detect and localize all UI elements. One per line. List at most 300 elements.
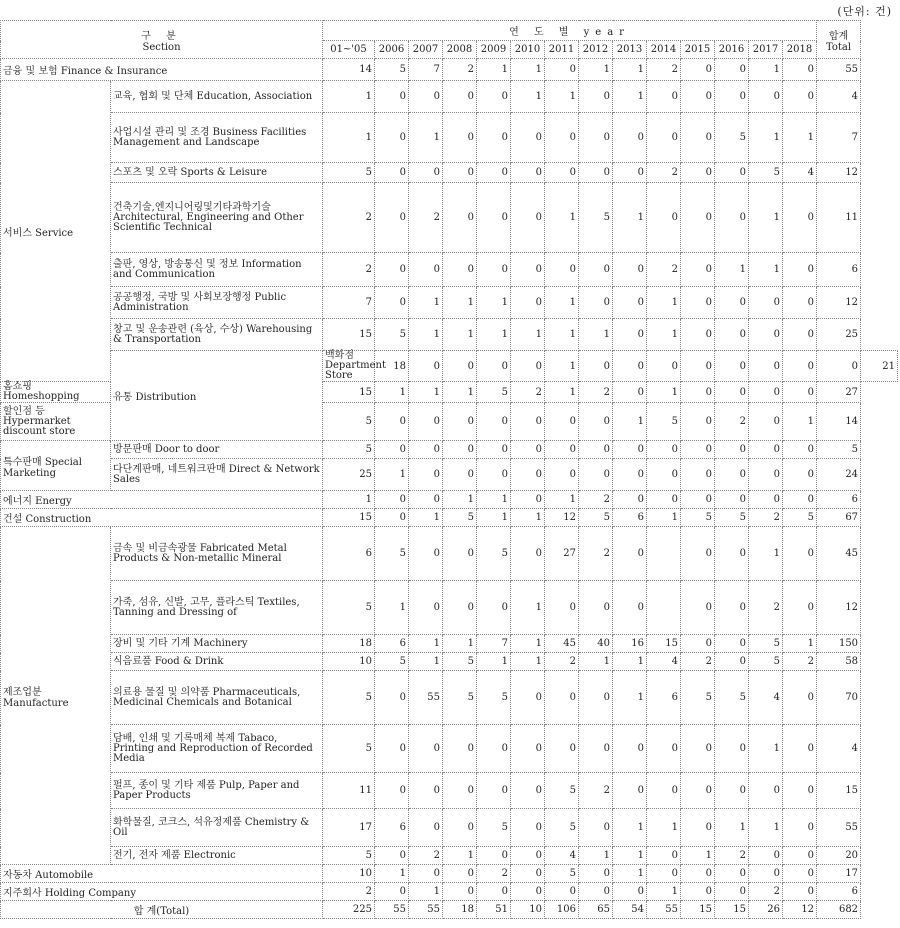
value-cell: 2 [409, 847, 443, 865]
value-cell: 1 [375, 865, 409, 883]
row-total-cell: 21 [861, 351, 898, 382]
value-cell: 2 [783, 653, 817, 671]
value-cell: 0 [511, 287, 545, 319]
value-cell: 0 [783, 773, 817, 809]
value-cell: 0 [409, 725, 443, 773]
value-cell: 1 [579, 847, 613, 865]
value-cell: 0 [715, 725, 749, 773]
value-cell: 1 [613, 403, 647, 441]
value-cell: 1 [375, 382, 409, 403]
row-total-cell: 12 [817, 163, 861, 183]
table-row [1, 441, 898, 459]
value-cell: 0 [681, 527, 715, 581]
value-cell: 0 [579, 253, 613, 287]
value-cell: 0 [579, 113, 613, 163]
value-cell: 2 [749, 883, 783, 901]
value-cell: 5 [579, 183, 613, 253]
table-row [1, 351, 898, 382]
value-cell: 1 [477, 319, 511, 351]
row-total-cell: 12 [817, 581, 861, 635]
value-cell: 0 [715, 351, 749, 382]
table-row [1, 183, 898, 253]
value-cell: 5 [715, 671, 749, 725]
value-cell: 2 [545, 653, 579, 671]
table-row [1, 865, 898, 883]
value-cell: 0 [783, 865, 817, 883]
table-row [1, 253, 898, 287]
value-cell: 12 [783, 901, 817, 919]
value-cell: 10 [323, 653, 375, 671]
row-total-cell: 55 [817, 59, 861, 81]
value-cell: 40 [579, 635, 613, 653]
value-cell: 0 [511, 113, 545, 163]
value-cell: 0 [579, 671, 613, 725]
year-header-cell: 2015 [681, 41, 715, 59]
value-cell: 55 [647, 901, 681, 919]
value-cell: 5 [443, 671, 477, 725]
value-cell: 0 [817, 351, 861, 382]
table-row [1, 671, 898, 725]
value-cell: 0 [375, 163, 409, 183]
statistics-table [0, 20, 898, 919]
value-cell: 0 [783, 491, 817, 509]
row-total-cell: 15 [817, 773, 861, 809]
value-cell: 0 [443, 459, 477, 491]
value-cell: 15 [323, 382, 375, 403]
value-cell: 0 [443, 441, 477, 459]
value-cell: 0 [443, 581, 477, 635]
value-cell: 0 [579, 883, 613, 901]
value-cell: 0 [613, 382, 647, 403]
value-cell: 15 [323, 319, 375, 351]
year-header-cell: 2009 [477, 41, 511, 59]
value-cell: 0 [409, 163, 443, 183]
year-header-cell: 2007 [409, 41, 443, 59]
value-cell: 0 [647, 491, 681, 509]
value-cell: 0 [511, 163, 545, 183]
value-cell: 0 [681, 725, 715, 773]
value-cell: 0 [647, 351, 681, 382]
value-cell: 0 [409, 865, 443, 883]
value-cell: 0 [647, 113, 681, 163]
value-cell: 5 [681, 509, 715, 527]
value-cell: 4 [647, 653, 681, 671]
value-cell: 1 [647, 319, 681, 351]
value-cell: 2 [579, 527, 613, 581]
value-cell: 0 [783, 809, 817, 847]
value-cell: 0 [613, 287, 647, 319]
value-cell: 1 [477, 491, 511, 509]
category-cell: 금융 및 보험 Finance & Insurance [1, 59, 323, 81]
value-cell: 5 [323, 581, 375, 635]
year-header-cell: 2017 [749, 41, 783, 59]
value-cell: 106 [545, 901, 579, 919]
value-cell: 1 [579, 59, 613, 81]
value-cell: 0 [443, 725, 477, 773]
value-cell: 0 [511, 671, 545, 725]
value-cell: 1 [477, 509, 511, 527]
value-cell: 0 [511, 183, 545, 253]
value-cell: 0 [783, 883, 817, 901]
subcategory-cell: 식음료품 Food & Drink [111, 653, 323, 671]
value-cell: 1 [715, 253, 749, 287]
value-cell: 1 [647, 287, 681, 319]
value-cell: 1 [749, 183, 783, 253]
value-cell: 0 [477, 403, 511, 441]
value-cell: 1 [613, 653, 647, 671]
value-cell: 0 [409, 491, 443, 509]
value-cell: 7 [477, 635, 511, 653]
category-cell: 서비스 Service [1, 81, 111, 382]
value-cell: 0 [545, 671, 579, 725]
row-total-cell: 45 [817, 527, 861, 581]
value-cell: 0 [715, 635, 749, 653]
value-cell: 0 [443, 809, 477, 847]
value-cell: 2 [647, 59, 681, 81]
value-cell: 0 [511, 253, 545, 287]
value-cell: 0 [409, 403, 443, 441]
value-cell: 0 [647, 441, 681, 459]
value-cell: 0 [681, 581, 715, 635]
value-cell: 0 [375, 403, 409, 441]
row-total-cell: 58 [817, 653, 861, 671]
value-cell: 0 [409, 773, 443, 809]
value-cell: 1 [477, 287, 511, 319]
value-cell: 0 [477, 163, 511, 183]
value-cell: 0 [511, 773, 545, 809]
value-cell: 1 [647, 883, 681, 901]
value-cell: 2 [477, 865, 511, 883]
value-cell: 1 [375, 581, 409, 635]
value-cell: 0 [715, 883, 749, 901]
value-cell: 5 [323, 163, 375, 183]
value-cell: 0 [409, 581, 443, 635]
value-cell: 55 [409, 901, 443, 919]
value-cell: 1 [613, 59, 647, 81]
value-cell: 0 [749, 287, 783, 319]
value-cell: 0 [783, 581, 817, 635]
value-cell: 0 [511, 809, 545, 847]
value-cell: 25 [323, 459, 375, 491]
category-cell: 지주회사 Holding Company [1, 883, 323, 901]
subcategory-cell: 전기, 전자 제품 Electronic [111, 847, 323, 865]
value-cell: 0 [545, 163, 579, 183]
value-cell: 0 [443, 773, 477, 809]
value-cell: 0 [375, 725, 409, 773]
value-cell: 0 [681, 253, 715, 287]
value-cell: 0 [443, 81, 477, 113]
value-cell: 14 [323, 59, 375, 81]
value-cell: 0 [511, 459, 545, 491]
subcategory-cell: 가죽, 섬유, 신발, 고무, 플라스틱 Textiles, Tanning and Dressing of [111, 581, 323, 635]
category-cell: 자동차 Automobile [1, 865, 323, 883]
value-cell: 1 [749, 113, 783, 163]
value-cell: 1 [409, 287, 443, 319]
value-cell: 0 [715, 319, 749, 351]
value-cell: 6 [323, 527, 375, 581]
subcategory-cell: 담배, 인쇄 및 기록매체 복제 Tabaco, Printing and Reproduction of Recorded Media [111, 725, 323, 773]
value-cell: 0 [477, 113, 511, 163]
value-cell: 0 [375, 847, 409, 865]
subcategory-cell: 할인점 등 Hypermarket discount store [1, 403, 111, 441]
value-cell: 55 [375, 901, 409, 919]
value-cell: 0 [613, 773, 647, 809]
value-cell: 5 [749, 635, 783, 653]
value-cell: 0 [613, 491, 647, 509]
value-cell: 0 [375, 183, 409, 253]
value-cell: 0 [749, 491, 783, 509]
value-cell: 0 [545, 725, 579, 773]
value-cell: 1 [613, 81, 647, 113]
value-cell: 1 [323, 113, 375, 163]
value-cell: 2 [323, 883, 375, 901]
value-cell: 15 [647, 635, 681, 653]
value-cell: 1 [545, 183, 579, 253]
value-cell: 1 [443, 287, 477, 319]
value-cell: 26 [749, 901, 783, 919]
value-cell: 0 [579, 163, 613, 183]
value-cell: 0 [375, 81, 409, 113]
value-cell: 2 [323, 183, 375, 253]
value-cell: 0 [647, 865, 681, 883]
value-cell: 0 [783, 59, 817, 81]
value-cell: 0 [715, 81, 749, 113]
year-header-cell: 01~'05 [323, 41, 375, 59]
value-cell: 1 [715, 809, 749, 847]
value-cell: 1 [613, 671, 647, 725]
value-cell: 5 [545, 773, 579, 809]
value-cell: 0 [477, 883, 511, 901]
value-cell: 5 [647, 403, 681, 441]
subcategory-cell: 창고 및 운송관련 (육상, 수상) Warehousing & Transportation [111, 319, 323, 351]
table-row [1, 847, 898, 865]
value-cell: 11 [323, 773, 375, 809]
value-cell: 0 [681, 403, 715, 441]
subcategory-cell: 교육, 협회 및 단체 Education, Association [111, 81, 323, 113]
value-cell: 15 [323, 509, 375, 527]
year-header-cell: 2008 [443, 41, 477, 59]
value-cell: 0 [579, 581, 613, 635]
value-cell: 0 [749, 319, 783, 351]
value-cell: 1 [613, 865, 647, 883]
row-total-cell: 27 [817, 382, 861, 403]
value-cell: 0 [579, 865, 613, 883]
row-total-cell: 25 [817, 319, 861, 351]
value-cell: 4 [545, 847, 579, 865]
value-cell: 0 [409, 253, 443, 287]
year-group-header: 연 도 별 year [323, 21, 817, 41]
value-cell: 0 [409, 459, 443, 491]
value-cell: 0 [783, 183, 817, 253]
value-cell: 0 [715, 163, 749, 183]
value-cell: 1 [409, 319, 443, 351]
value-cell: 1 [323, 81, 375, 113]
value-cell: 0 [681, 163, 715, 183]
value-cell: 1 [783, 635, 817, 653]
value-cell: 0 [613, 253, 647, 287]
value-cell: 1 [681, 847, 715, 865]
value-cell: 2 [323, 253, 375, 287]
value-cell: 0 [681, 809, 715, 847]
value-cell: 1 [443, 635, 477, 653]
row-total-cell: 11 [817, 183, 861, 253]
value-cell: 0 [545, 403, 579, 441]
value-cell: 1 [511, 653, 545, 671]
row-total-cell: 6 [817, 491, 861, 509]
row-total-cell: 5 [817, 441, 861, 459]
year-header-cell: 2018 [783, 41, 817, 59]
value-cell: 0 [715, 459, 749, 491]
value-cell: 0 [545, 459, 579, 491]
value-cell: 0 [579, 809, 613, 847]
value-cell: 5 [323, 441, 375, 459]
table-row [1, 59, 898, 81]
value-cell: 6 [647, 671, 681, 725]
subcategory-cell: 사업시설 관리 및 조경 Business Facilities Management and Landscape [111, 113, 323, 163]
value-cell: 0 [443, 163, 477, 183]
value-cell: 45 [545, 635, 579, 653]
value-cell: 0 [749, 847, 783, 865]
table-row [1, 653, 898, 671]
value-cell: 0 [681, 287, 715, 319]
value-cell: 1 [409, 653, 443, 671]
row-total-cell: 70 [817, 671, 861, 725]
value-cell: 0 [715, 287, 749, 319]
value-cell: 0 [749, 441, 783, 459]
value-cell: 65 [579, 901, 613, 919]
value-cell: 0 [409, 351, 443, 382]
value-cell: 0 [477, 81, 511, 113]
value-cell: 51 [477, 901, 511, 919]
value-cell: 0 [579, 403, 613, 441]
value-cell: 0 [681, 319, 715, 351]
value-cell: 0 [511, 883, 545, 901]
value-cell: 0 [681, 113, 715, 163]
value-cell: 0 [409, 809, 443, 847]
value-cell: 1 [409, 382, 443, 403]
value-cell: 1 [409, 883, 443, 901]
value-cell: 5 [477, 382, 511, 403]
value-cell: 2 [749, 581, 783, 635]
value-cell: 0 [579, 725, 613, 773]
value-cell: 0 [715, 653, 749, 671]
value-cell: 4 [749, 671, 783, 725]
value-cell: 12 [545, 509, 579, 527]
value-cell: 6 [613, 509, 647, 527]
value-cell: 0 [613, 351, 647, 382]
year-header-cell: 2010 [511, 41, 545, 59]
year-header-cell: 2006 [375, 41, 409, 59]
value-cell: 0 [375, 671, 409, 725]
value-cell: 5 [323, 725, 375, 773]
value-cell: 0 [545, 59, 579, 81]
value-cell: 0 [477, 351, 511, 382]
value-cell: 1 [545, 491, 579, 509]
table-row [1, 491, 898, 509]
value-cell: 2 [443, 59, 477, 81]
subcategory-cell: 홈쇼핑 Homeshopping [1, 382, 111, 403]
value-cell: 0 [477, 847, 511, 865]
row-total-cell: 4 [817, 81, 861, 113]
value-cell: 5 [579, 509, 613, 527]
unit-label: (단위: 건) [837, 5, 892, 18]
value-cell: 0 [613, 883, 647, 901]
value-cell: 2 [749, 509, 783, 527]
value-cell: 17 [323, 809, 375, 847]
table-row [1, 635, 898, 653]
value-cell: 1 [647, 809, 681, 847]
value-cell: 0 [613, 527, 647, 581]
value-cell: 0 [545, 113, 579, 163]
value-cell: 2 [579, 491, 613, 509]
value-cell: 0 [715, 581, 749, 635]
value-cell: 0 [681, 773, 715, 809]
value-cell: 0 [783, 527, 817, 581]
value-cell: 1 [545, 319, 579, 351]
row-total-cell: 682 [817, 901, 861, 919]
subcategory-cell: 공공행정, 국방 및 사회보장행정 Public Administration [111, 287, 323, 319]
year-header-cell: 2011 [545, 41, 579, 59]
value-cell: 0 [545, 441, 579, 459]
value-cell: 1 [783, 403, 817, 441]
value-cell: 5 [443, 509, 477, 527]
value-cell: 0 [715, 441, 749, 459]
value-cell: 1 [477, 653, 511, 671]
subcategory-cell: 장비 및 기타 기계 Machinery [111, 635, 323, 653]
value-cell: 2 [647, 253, 681, 287]
subcategory-cell: 화학물질, 코크스, 석유정제품 Chemistry & Oil [111, 809, 323, 847]
value-cell: 5 [375, 527, 409, 581]
value-cell: 0 [749, 403, 783, 441]
value-cell: 1 [749, 527, 783, 581]
value-cell: 10 [511, 901, 545, 919]
value-cell: 1 [323, 491, 375, 509]
value-cell: 0 [443, 527, 477, 581]
value-cell: 0 [443, 113, 477, 163]
section-header: 구 분 Section [1, 21, 323, 59]
year-header-cell: 2012 [579, 41, 613, 59]
value-cell: 1 [783, 113, 817, 163]
value-cell: 0 [749, 382, 783, 403]
row-total-cell: 20 [817, 847, 861, 865]
value-cell: 0 [477, 773, 511, 809]
value-cell [647, 527, 681, 581]
table-row [1, 319, 898, 351]
value-cell: 5 [323, 847, 375, 865]
table-row [1, 81, 898, 113]
value-cell: 5 [681, 671, 715, 725]
value-cell: 15 [681, 901, 715, 919]
value-cell: 0 [715, 382, 749, 403]
value-cell: 1 [443, 319, 477, 351]
value-cell: 18 [443, 901, 477, 919]
table-row [1, 581, 898, 635]
value-cell: 0 [681, 441, 715, 459]
value-cell: 0 [681, 635, 715, 653]
subcategory-cell: 스포츠 및 오락 Sports & Leisure [111, 163, 323, 183]
value-cell: 5 [477, 671, 511, 725]
value-cell: 0 [511, 403, 545, 441]
value-cell: 0 [783, 351, 817, 382]
value-cell: 5 [545, 865, 579, 883]
value-cell: 225 [323, 901, 375, 919]
value-cell: 1 [409, 113, 443, 163]
value-cell: 1 [511, 319, 545, 351]
value-cell: 0 [715, 865, 749, 883]
value-cell: 2 [409, 183, 443, 253]
row-total-cell: 7 [817, 113, 861, 163]
row-total-cell: 6 [817, 883, 861, 901]
